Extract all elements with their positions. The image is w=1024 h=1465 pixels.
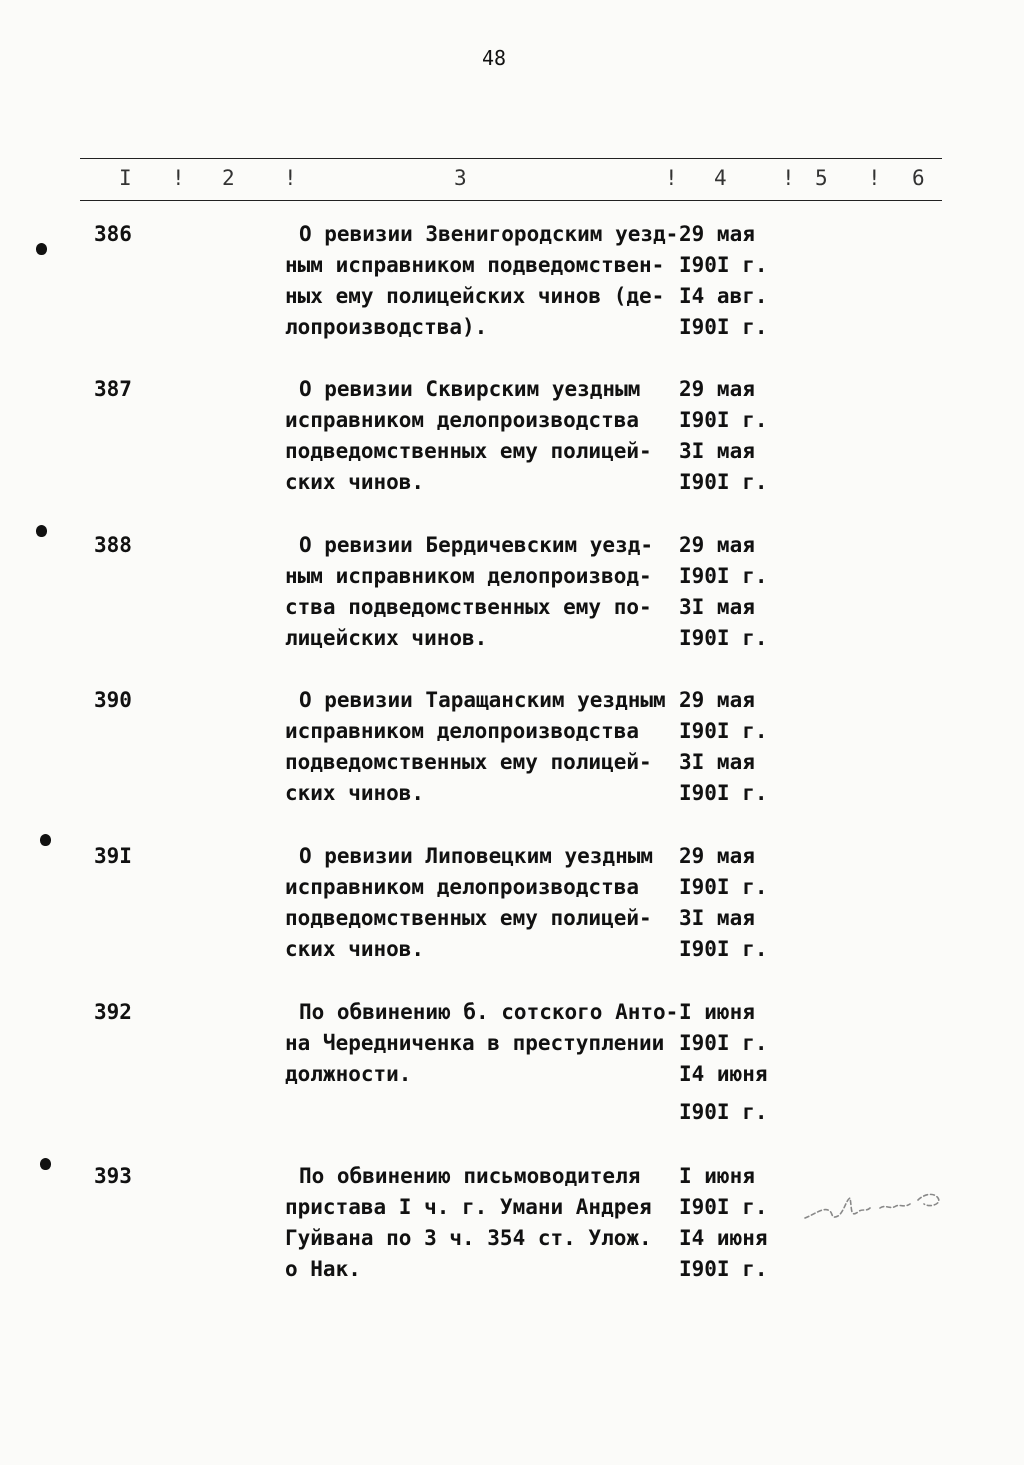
record-date: 29 мая xyxy=(679,222,755,246)
record-description-line: подведомственных ему полицей- xyxy=(285,750,652,774)
record-description-line: ным исправником делопроизвод- xyxy=(285,564,652,588)
record-date: 29 мая xyxy=(679,533,755,557)
record-date: I90I г. xyxy=(679,1031,768,1055)
record-description-line: О ревизии Липовецким уездным xyxy=(299,844,654,868)
record-date: 29 мая xyxy=(679,377,755,401)
record-description-line: исправником делопроизводства xyxy=(285,408,640,432)
record-date: I90I г. xyxy=(679,937,768,961)
record-number: 390 xyxy=(94,688,132,712)
header-col-6: 6 xyxy=(912,166,925,190)
record-date: 3I мая xyxy=(679,595,755,619)
record-number: 392 xyxy=(94,1000,132,1024)
record-description-line: исправником делопроизводства xyxy=(285,875,640,899)
record-number: 387 xyxy=(94,377,132,401)
binding-hole-mark xyxy=(36,243,47,255)
record-description-line: должности. xyxy=(285,1062,412,1086)
header-col-2: 2 xyxy=(222,166,235,190)
header-separator: ! xyxy=(665,166,678,190)
table-header-top-rule xyxy=(80,158,942,159)
record-description-line: О ревизии Таращанским уездным xyxy=(299,688,666,712)
record-description-line: О ревизии Звенигородским уезд- xyxy=(299,222,679,246)
record-description-line: ных ему полицейских чинов (де- xyxy=(285,284,665,308)
record-date: 3I мая xyxy=(679,439,755,463)
record-description-line: лицейских чинов. xyxy=(285,626,488,650)
table-header xyxy=(0,166,1024,194)
binding-hole-mark xyxy=(40,1158,51,1170)
record-date: I90I г. xyxy=(679,315,768,339)
record-date: I90I г. xyxy=(679,781,768,805)
record-description-line: пристава I ч. г. Умани Андрея xyxy=(285,1195,652,1219)
header-separator: ! xyxy=(172,166,185,190)
record-date: I90I г. xyxy=(679,1257,768,1281)
record-date: I90I г. xyxy=(679,626,768,650)
record-description-line: ным исправником подведомствен- xyxy=(285,253,665,277)
record-date: I4 июня xyxy=(679,1226,768,1250)
record-date: I июня xyxy=(679,1164,755,1188)
record-date: I90I г. xyxy=(679,408,768,432)
record-description-line: ских чинов. xyxy=(285,781,425,805)
table-header-bottom-rule xyxy=(80,200,942,201)
record-date: I90I г. xyxy=(679,1100,768,1124)
binding-hole-mark xyxy=(40,834,51,846)
record-date: I4 июня xyxy=(679,1062,768,1086)
record-description-line: ства подведомственных ему по- xyxy=(285,595,652,619)
record-date: 29 мая xyxy=(679,844,755,868)
record-date: I4 авг. xyxy=(679,284,768,308)
record-date: 3I мая xyxy=(679,906,755,930)
record-description-line: ских чинов. xyxy=(285,470,425,494)
record-date: I90I г. xyxy=(679,875,768,899)
record-description-line: исправником делопроизводства xyxy=(285,719,640,743)
record-date: I90I г. xyxy=(679,470,768,494)
record-description-line: Гуйвана по 3 ч. 354 ст. Улож. xyxy=(285,1226,652,1250)
record-description-line: По обвинению письмоводителя xyxy=(299,1164,641,1188)
record-description-line: о Нак. xyxy=(285,1257,361,1281)
record-description-line: лопроизводства). xyxy=(285,315,488,339)
record-date: 29 мая xyxy=(679,688,755,712)
binding-hole-mark xyxy=(36,525,47,537)
header-col-5: 5 xyxy=(815,166,828,190)
record-description-line: подведомственных ему полицей- xyxy=(285,439,652,463)
record-number: 39I xyxy=(94,844,132,868)
record-date: I90I г. xyxy=(679,253,768,277)
record-date: I июня xyxy=(679,1000,755,1024)
header-separator: ! xyxy=(868,166,881,190)
header-col-4: 4 xyxy=(714,166,727,190)
header-col-3: 3 xyxy=(454,166,467,190)
page-number: 48 xyxy=(482,46,507,70)
record-description-line: подведомственных ему полицей- xyxy=(285,906,652,930)
header-separator: ! xyxy=(782,166,795,190)
header-separator: ! xyxy=(284,166,297,190)
record-date: I90I г. xyxy=(679,1195,768,1219)
header-col-1: I xyxy=(119,166,132,190)
handwritten-signature xyxy=(800,1178,945,1228)
record-description-line: О ревизии Сквирским уездным xyxy=(299,377,641,401)
record-date: 3I мая xyxy=(679,750,755,774)
record-number: 393 xyxy=(94,1164,132,1188)
record-description-line: По обвинению б. сотского Анто- xyxy=(299,1000,679,1024)
record-description-line: на Чередниченка в преступлении xyxy=(285,1031,665,1055)
record-description-line: ских чинов. xyxy=(285,937,425,961)
record-number: 386 xyxy=(94,222,132,246)
record-date: I90I г. xyxy=(679,564,768,588)
record-date: I90I г. xyxy=(679,719,768,743)
record-number: 388 xyxy=(94,533,132,557)
record-description-line: О ревизии Бердичевским уезд- xyxy=(299,533,654,557)
